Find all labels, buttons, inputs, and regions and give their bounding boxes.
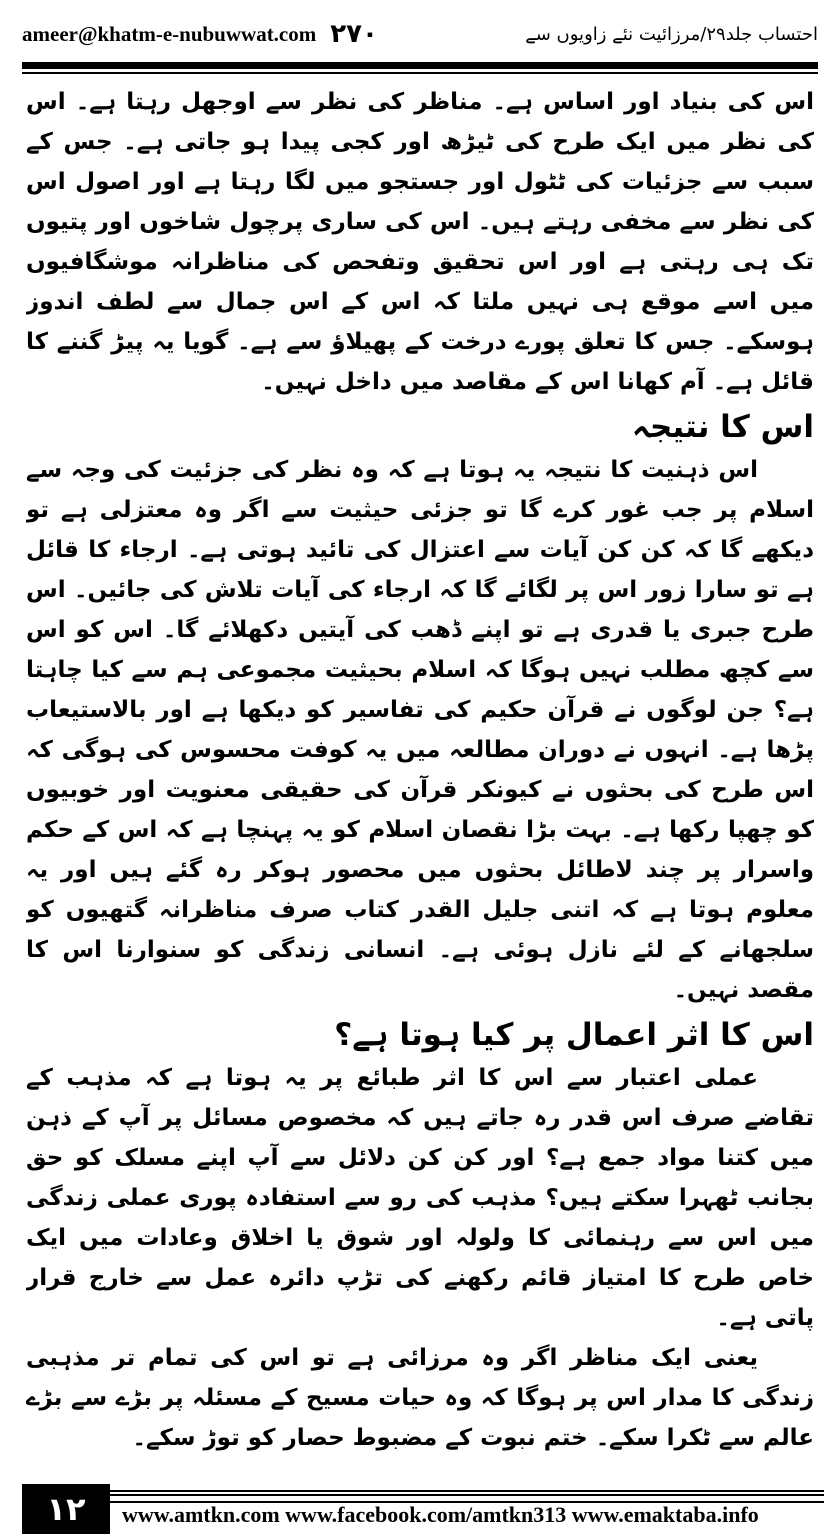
paragraph-1: اس کی بنیاد اور اساس ہے۔ مناظر کی نظر سے اوجھل رہتا ہے۔ اس کی نظر میں ایک طرح کی ٹیڑھ اور کجی پیدا ہو جاتی ہے۔ جس کے سبب سے جزئیات کی ٹٹول اور جستجو میں لگا رہتا ہے اور اصول اس کی نظر سے مخفی رہتے ہیں۔ اس کی ساری پرچول شاخوں اور پتیوں تک ہی رہتی ہے اور اس تحقیق وتفحص کی مناظرانہ موشگافیوں میں اسے موقع ہی نہیں ملتا کہ اس کے اس جمال سے لطف اندوز ہوسکے۔ جس کا تعلق پورے درخت کے پھیلاؤ سے ہے۔ گویا یہ پیڑ گننے کا قائل ہے۔ آم کھانا اس کے مقاصد میں داخل نہیں۔ [26,89,814,395]
heading-result: اس کا نتیجہ [631,409,814,445]
paragraph-4: یعنی ایک مناظر اگر وہ مرزائی ہے تو اس کی تمام تر مذہبی زندگی کا مدار اس پر ہوگا کہ وہ حیات مسیح کے مسئلہ پر بڑے سے بڑے عالم سے ٹکرا سکے۔ ختم نبوت کے مضبوط حصار کو توڑ سکے۔ [26,1345,814,1451]
page-header [22,14,818,54]
header-left [22,19,378,49]
header-rule [22,62,818,74]
heading-effect-on-deeds: اس کا اثر اعمال پر کیا ہوتا ہے؟ [334,1017,814,1053]
footer-page-number: ۱۲ [22,1484,110,1534]
paragraph-2: اس ذہنیت کا نتیجہ یہ ہوتا ہے کہ وہ نظر کی جزئیت کی وجہ سے اسلام پر جب غور کرے گا تو جزئی حیثیت سے اگر وہ معتزلی ہے تو دیکھے گا کہ کن کن آیات سے اعتزال کی تائید ہوتی ہے۔ ارجاء کا قائل ہے تو سارا زور اس پر لگائے گا کہ ارجاء کی آیات تلاش کی جائیں۔ اس طرح جبری یا قدری ہے تو اپنے ڈھب کی آیتیں دکھلائے گا۔ اس کو اس سے کچھ مطلب نہیں ہوگا کہ اسلام بحیثیت مجموعی ہم سے کیا چاہتا ہے؟ جن لوگوں نے قرآن حکیم کی تفاسیر کو دیکھا ہے اور بالاستیعاب پڑھا ہے۔ انہوں نے دوران مطالعہ میں یہ کوفت محسوس کی ہوگی کہ اس طرح کی بحثوں نے کیونکر قرآن کی حقیقی معنویت اور خوبیوں کو چھپا رکھا ہے۔ بہت بڑا نقصان اسلام کو یہ پہنچا ہے کہ اس کے حکم واسرار پر چند لاطائل بحثوں میں محصور ہوکر رہ گئے ہیں اور یہ معلوم ہوتا ہے کہ اتنی جلیل القدر کتاب صرف مناظرانہ گتھیوں کو سلجھانے کے لئے نازل ہوئی ہے۔ انسانی زندگی کو سنوارنا اس کا مقصد نہیں۔ [26,457,814,1003]
footer-urls[interactable]: www.amtkn.com www.facebook.com/amtkn313 www.emaktaba.info [122,1502,759,1527]
header-book-title: احتساب جلد۲۹/مرزائیت نئے زاویوں سے [525,23,818,45]
header-page-number: ۲۷۰ [330,19,378,49]
paragraph-3: عملی اعتبار سے اس کا اثر طبائع پر یہ ہوتا ہے کہ مذہب کے تقاضے صرف اس قدر رہ جاتے ہیں کہ مخصوص مسائل پر آپ کے ذہن میں کتنا مواد جمع ہے؟ اور کن کن دلائل سے آپ اپنے مسلک کو حق بجانب ٹھہرا سکتے ہیں؟ مذہب کی رو سے استفادہ پوری عملی زندگی میں اس سے رہنمائی کا ولولہ اور شوق یا اخلاق وعادات میں ایک خاص طرح کا امتیاز قائم رکھنے کی تڑپ دائرہ عمل سے خارج قرار پاتی ہے۔ [26,1065,814,1331]
page-footer [14,1484,824,1534]
page-body [26,82,814,1460]
header-email[interactable]: ameer@khatm-e-nubuwwat.com [22,21,317,46]
